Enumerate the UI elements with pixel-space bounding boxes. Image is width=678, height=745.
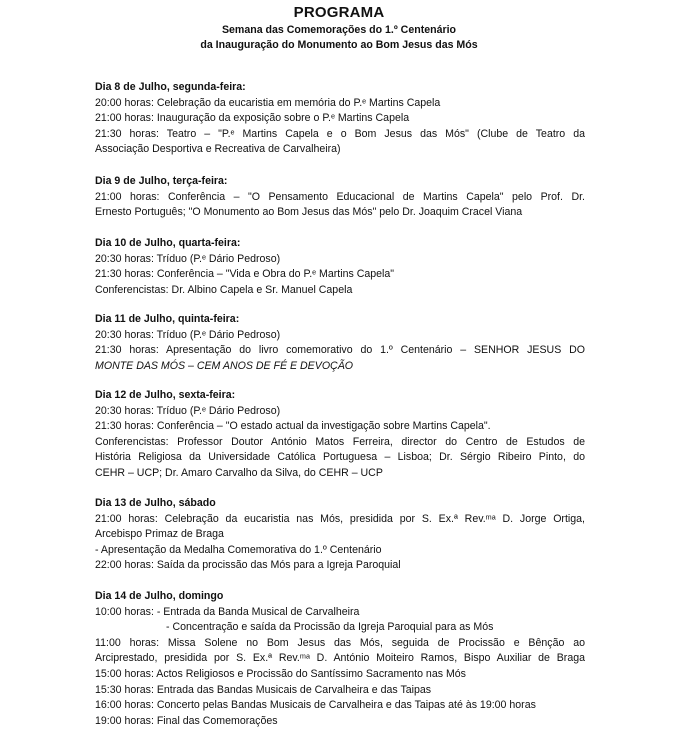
document-subtitle-line-1: Semana das Comemorações do 1.º Centenário [221,24,457,36]
document-title: PROGRAMA [293,4,385,21]
schedule-line: 20:30 horas: Tríduo (P.ᵉ Dário Pedroso) [95,252,281,265]
schedule-line: Associação Desportiva e Recreativa de Carvalheira) [95,143,341,156]
schedule-line: Conferencistas: Professor Doutor António Matos Ferreira, director do Centro de Estudos de [95,435,585,448]
schedule-line: História Religiosa da Universidade Católica Portuguesa – Lisboa; Dr. Sérgio Ribeiro Pinto, do [95,451,585,464]
day-section-10-july [95,236,585,298]
day-section-9-july [95,174,585,221]
day-heading: Dia 8 de Julho, segunda-feira: [95,81,246,93]
schedule-line: 21:30 horas: Apresentação do livro comemorativo do 1.º Centenário – SENHOR JESUS DO [95,344,585,357]
schedule-line: Arciprestado, presidida por S. Ex.ª Rev.ᵐᵃ D. António Moiteiro Ramos, Bispo Auxiliar de Braga [95,652,585,665]
schedule-line: 16:00 horas: Concerto pelas Bandas Musicais de Carvalheira e das Taipas até às 19:00 horas [95,699,536,712]
day-heading: Dia 11 de Julho, quinta-feira: [95,313,240,325]
schedule-line: 15:30 horas: Entrada das Bandas Musicais de Carvalheira e das Taipas [95,683,432,696]
day-heading: Dia 13 de Julho, sábado [95,497,216,509]
schedule-line: 20:30 horas: Tríduo (P.ᵉ Dário Pedroso) [95,328,281,341]
schedule-line: Conferencistas: Dr. Albino Capela e Sr. Manuel Capela [95,283,353,296]
schedule-line: 22:00 horas: Saída da procissão das Mós para a Igreja Paroquial [95,559,401,572]
day-heading: Dia 9 de Julho, terça-feira: [95,175,228,187]
schedule-line: Arcebispo Primaz de Braga [95,528,224,541]
day-section-11-july [95,312,585,374]
document-subtitle-line-2: da Inauguração do Monumento ao Bom Jesus das Mós [200,39,478,51]
day-section-12-july [95,388,585,482]
schedule-line: 21:00 horas: Celebração da eucaristia nas Mós, presidida por S. Ex.ª Rev.ᵐᵃ D. Jorge Ortiga, [95,512,585,525]
day-heading: Dia 10 de Julho, quarta-feira: [95,237,241,249]
schedule-line: MONTE DAS MÓS – CEM ANOS DE FÉ E DEVOÇÃO [95,359,354,372]
day-section-13-july [95,496,585,574]
schedule-line: 21:30 horas: Conferência – "Vida e Obra do P.ᵉ Martins Capela" [95,268,395,281]
day-heading: Dia 14 de Julho, domingo [95,590,224,602]
schedule-line: 10:00 horas: - Entrada da Banda Musical de Carvalheira [95,605,360,618]
schedule-line: 21:00 horas: Conferência – "O Pensamento Educacional de Martins Capela" pelo Prof. Dr. [95,190,585,203]
schedule-line: 20:30 horas: Tríduo (P.ᵉ Dário Pedroso) [95,404,281,417]
day-section-14-july [95,589,585,729]
schedule-line-text: - Concentração e saída da Procissão da Igreja Paroquial para as Mós [166,621,494,634]
schedule-line: 15:00 horas: Actos Religiosos e Procissão do Santíssimo Sacramento nas Mós [95,667,466,680]
schedule-line: Ernesto Português; "O Monumento ao Bom Jesus das Mós" pelo Dr. Joaquim Cracel Viana [95,206,523,219]
schedule-line: 20:00 horas: Celebração da eucaristia em memória do P.ᵉ Martins Capela [95,96,441,109]
schedule-line: 21:00 horas: Inauguração da exposição sobre o P.ᵉ Martins Capela [95,112,410,125]
schedule-line: - Apresentação da Medalha Comemorativa do 1.º Centenário [95,543,382,556]
schedule-line: 21:30 horas: Teatro – "P.ᵉ Martins Capela e o Bom Jesus das Mós" (Clube de Teatro da [95,127,585,140]
schedule-line: 19:00 horas: Final das Comemorações [95,714,278,727]
schedule-line-indented [95,620,585,636]
day-section-8-july [95,80,585,158]
schedule-line: 21:30 horas: Conferência – "O estado actual da investigação sobre Martins Capela". [95,420,491,433]
schedule-line: CEHR – UCP; Dr. Amaro Carvalho da Silva, do CEHR – UCP [95,466,383,479]
schedule-line: 11:00 horas: Missa Solene no Bom Jesus das Mós, seguida de Procissão e Bênção ao [95,636,585,649]
day-heading: Dia 12 de Julho, sexta-feira: [95,389,236,401]
